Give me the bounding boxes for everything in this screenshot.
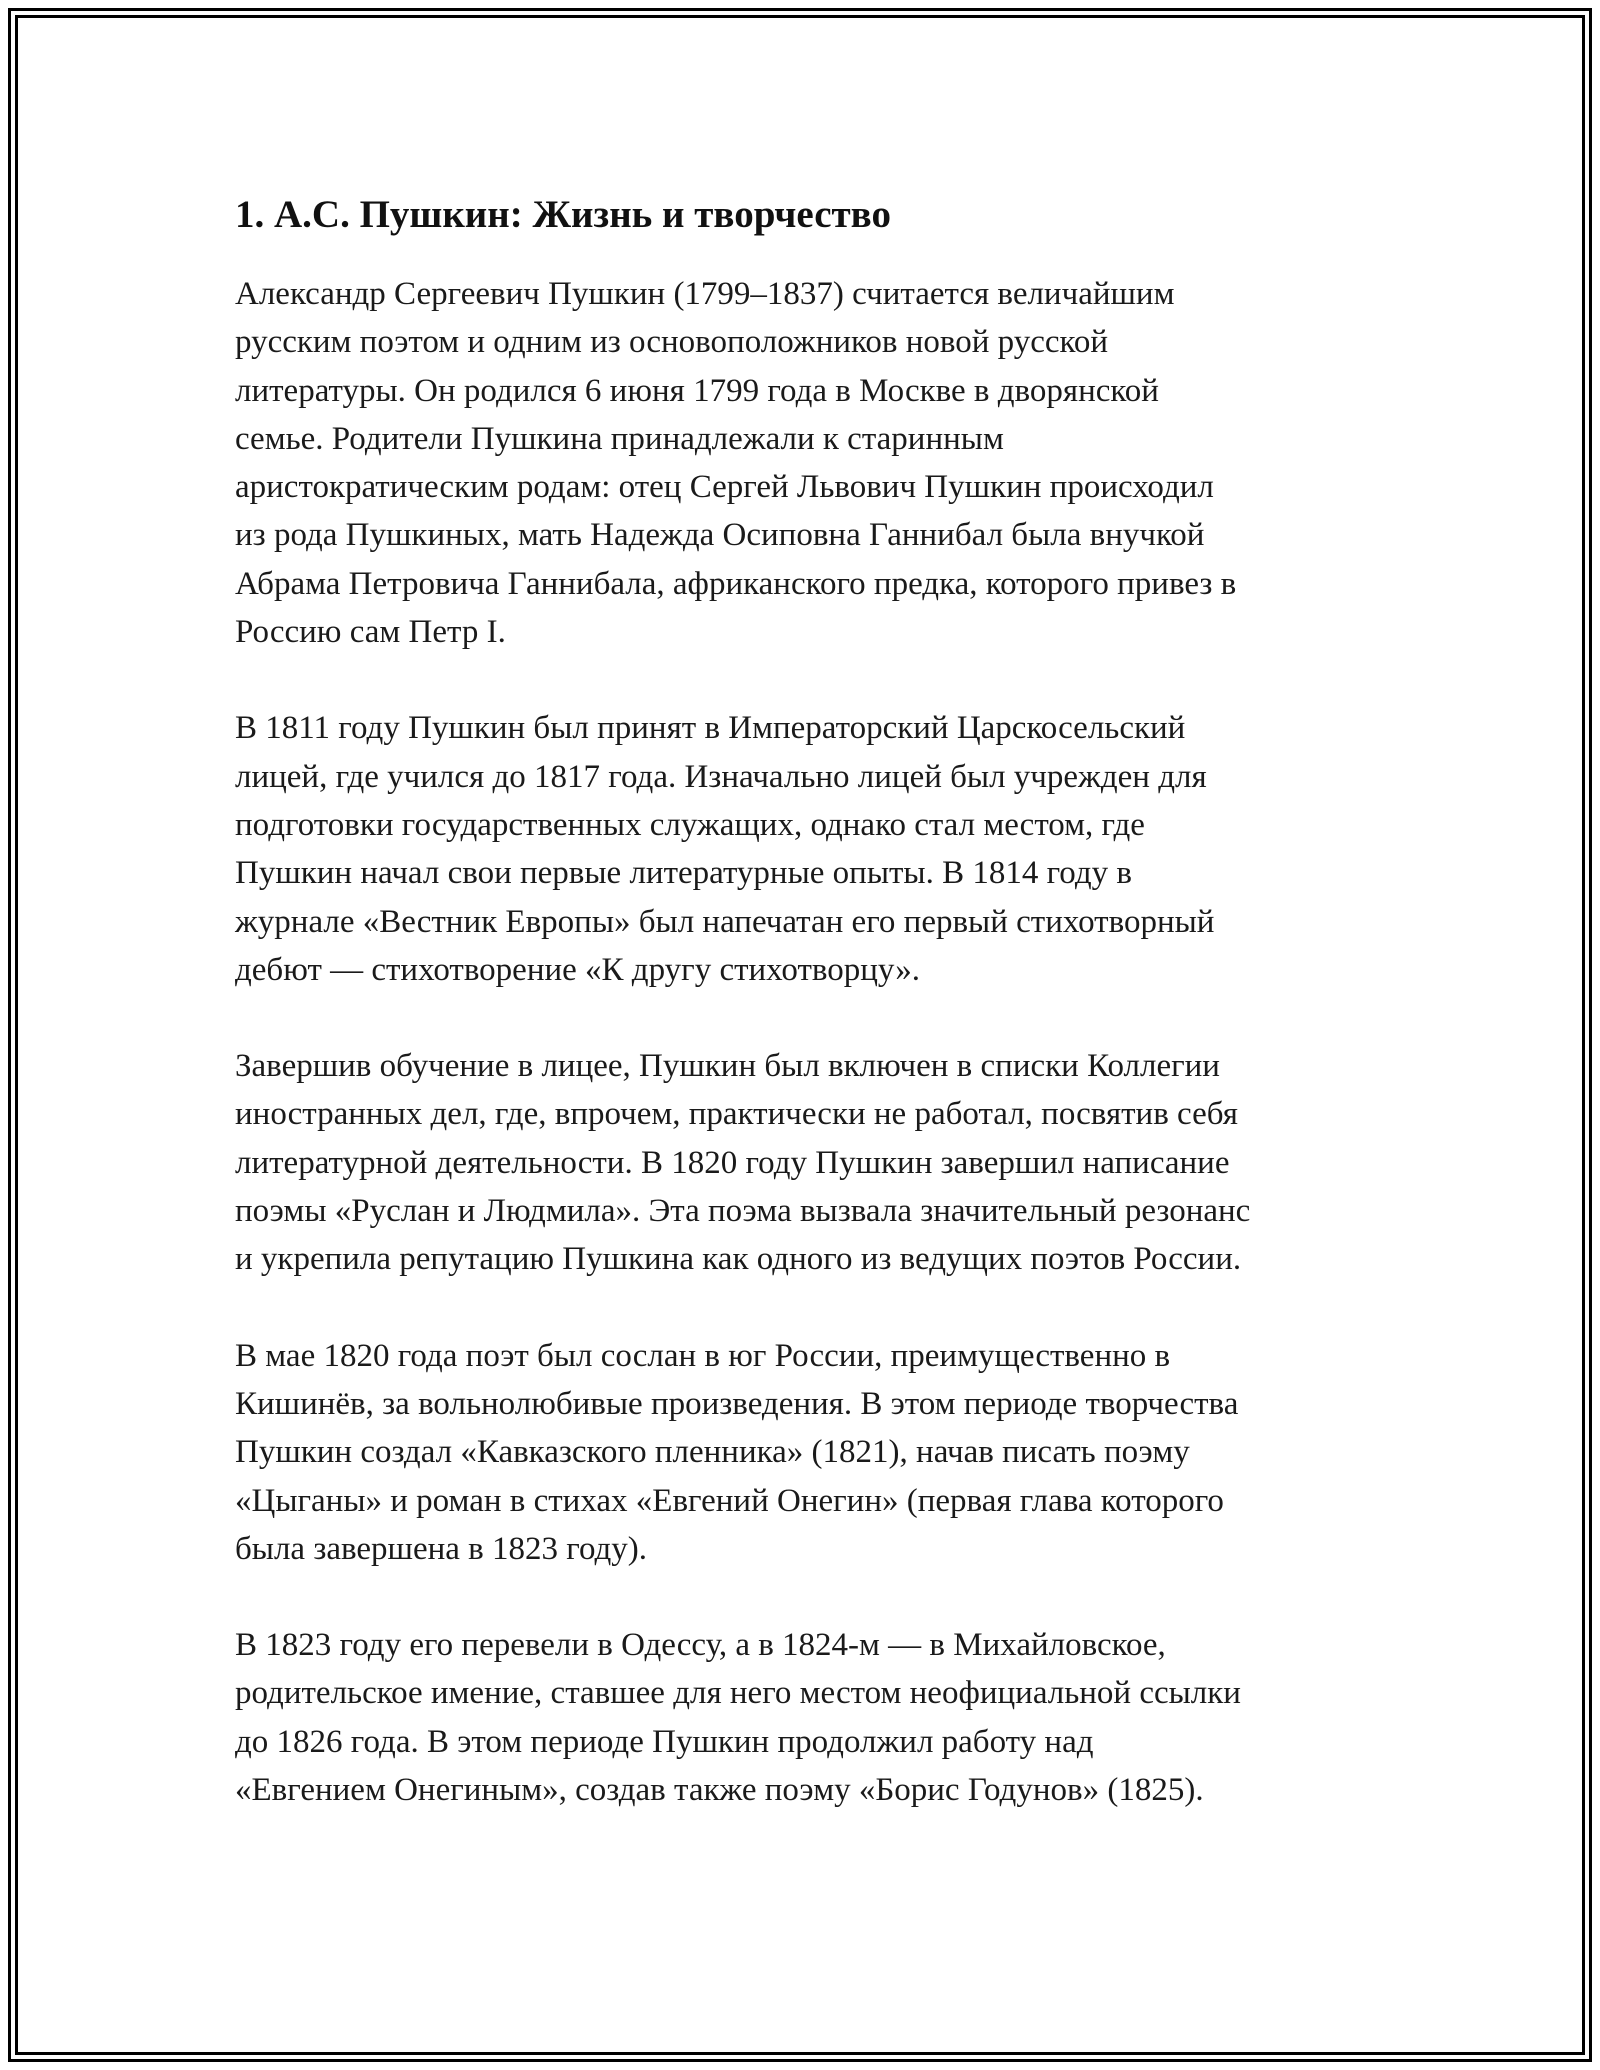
text-line: лицей, где учился до 1817 года. Изначально лицей был учрежден для bbox=[235, 758, 1207, 795]
text-line: из рода Пушкиных, мать Надежда Осиповна Ганнибал была внучкой bbox=[235, 517, 1205, 554]
text-line: Абрама Петровича Ганнибала, африканского предка, которого привез в bbox=[235, 565, 1237, 602]
text-line: журнале «Вестник Европы» был напечатан его первый стихотворный bbox=[235, 903, 1215, 940]
paragraph-3 bbox=[235, 1042, 1395, 1283]
text-line: Россию сам Петр I. bbox=[235, 614, 506, 651]
text-line: родительское имение, ставшее для него местом неофициальной ссылки bbox=[235, 1675, 1241, 1712]
text-line: русским поэтом и одним из основоположников новой русской bbox=[235, 324, 1109, 361]
text-line: аристократическим родам: отец Сергей Львович Пушкин происходил bbox=[235, 469, 1214, 506]
text-line: Пушкин начал свои первые литературные опыты. В 1814 году в bbox=[235, 855, 1132, 892]
paragraph-5 bbox=[235, 1621, 1395, 1814]
text-line: подготовки государственных служащих, однако стал местом, где bbox=[235, 806, 1145, 843]
paragraph-4 bbox=[235, 1332, 1395, 1573]
section-heading: 1. А.С. Пушкин: Жизнь и творчество bbox=[235, 193, 891, 236]
text-line: семье. Родители Пушкина принадлежали к старинным bbox=[235, 420, 1004, 457]
text-line: В 1823 году его перевели в Одессу, а в 1824-м — в Михайловское, bbox=[235, 1627, 1166, 1664]
text-line: была завершена в 1823 году). bbox=[235, 1530, 648, 1567]
text-line: до 1826 года. В этом периоде Пушкин продолжил работу над bbox=[235, 1723, 1094, 1760]
text-line: В мае 1820 года поэт был сослан в юг России, преимущественно в bbox=[235, 1337, 1171, 1374]
text-line: литературы. Он родился 6 июня 1799 года в Москве в дворянской bbox=[235, 372, 1159, 409]
text-line: поэмы «Руслан и Людмила». Эта поэма вызвала значительный резонанс bbox=[235, 1193, 1251, 1230]
paragraphs-container bbox=[235, 270, 1395, 1814]
document-body bbox=[235, 188, 1395, 1862]
text-line: дебют — стихотворение «К другу стихотворцу». bbox=[235, 951, 920, 988]
text-line: Кишинёв, за вольнолюбивые произведения. В этом периоде творчества bbox=[235, 1385, 1239, 1422]
paragraph-2 bbox=[235, 704, 1395, 994]
text-line: В 1811 году Пушкин был принят в Императорский Царскосельский bbox=[235, 710, 1186, 747]
text-line: иностранных дел, где, впрочем, практически не работал, посвятив себя bbox=[235, 1096, 1238, 1133]
paragraph-1 bbox=[235, 270, 1395, 656]
text-line: Пушкин создал «Кавказского пленника» (1821), начав писать поэму bbox=[235, 1434, 1190, 1471]
text-line: Завершив обучение в лицее, Пушкин был включен в списки Коллегии bbox=[235, 1048, 1220, 1085]
text-line: литературной деятельности. В 1820 году Пушкин завершил написание bbox=[235, 1144, 1230, 1181]
text-line: и укрепила репутацию Пушкина как одного из ведущих поэтов России. bbox=[235, 1241, 1242, 1278]
text-line: «Евгением Онегиным», создав также поэму «Борис Годунов» (1825). bbox=[235, 1772, 1204, 1809]
text-line: Александр Сергеевич Пушкин (1799–1837) считается величайшим bbox=[235, 276, 1175, 312]
text-line: «Цыганы» и роман в стихах «Евгений Онегин» (первая глава которого bbox=[235, 1482, 1224, 1519]
